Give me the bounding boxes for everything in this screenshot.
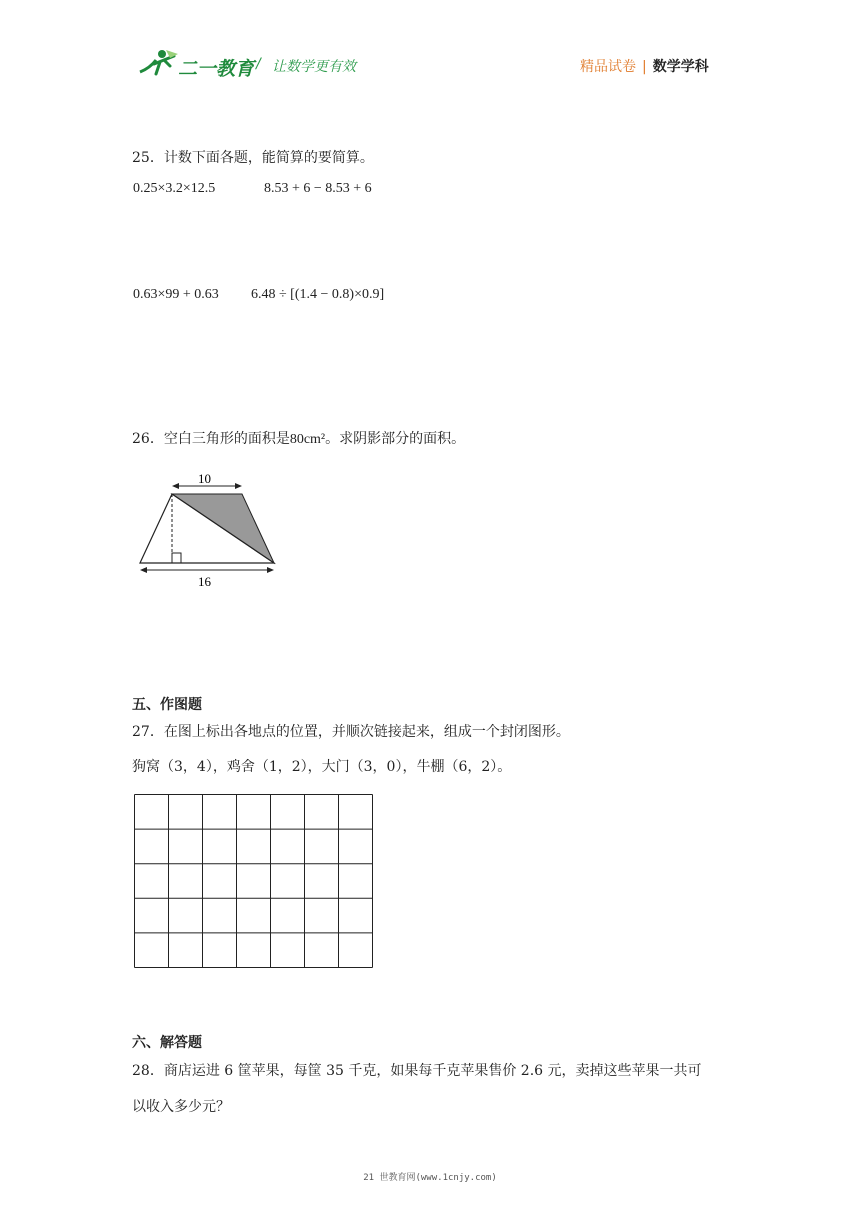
- q26-title: [132, 428, 465, 448]
- coordinate-grid[interactable]: [134, 794, 375, 970]
- premium-label: 精品试卷: [580, 59, 636, 75]
- q28-line-1: 28．商店运进 6 筐苹果，每筐 35 千克，如果每千克苹果售价 2.6 元，卖掉这些苹果一共可: [132, 1063, 702, 1079]
- bottom-arrow-right-icon: [267, 567, 274, 573]
- top-arrow-left-icon: [172, 483, 179, 489]
- q25-title: 25．计数下面各题，能简算的要简算。: [132, 150, 374, 166]
- header-right: [580, 56, 709, 76]
- bottom-arrow-left-icon: [140, 567, 147, 573]
- section-6-title: 六、解答题: [132, 1035, 202, 1051]
- section-5-title: 五、作图题: [132, 697, 202, 713]
- runner-logo-icon: [136, 48, 182, 78]
- bottom-length-label: 16: [198, 574, 211, 589]
- q27-title: 27．在图上标出各地点的位置，并顺次链接起来，组成一个封闭图形。: [132, 724, 570, 740]
- q28-line-2: 以收入多少元？: [132, 1099, 230, 1115]
- slogan: 让数学更有效: [272, 59, 356, 75]
- q25-expr-3: 0.63×99 + 0.63: [133, 287, 219, 302]
- trapezoid-figure: [132, 466, 282, 592]
- top-length-label: 10: [198, 471, 211, 486]
- q26-area-value: 80cm²: [289, 432, 326, 447]
- subject-label: 数学学科: [652, 59, 709, 75]
- q25-expr-2: 8.53 + 6 − 8.53 + 6: [264, 181, 372, 196]
- header-separator: |: [642, 59, 647, 75]
- grid-lines: [135, 795, 373, 968]
- slogan-slash: /: [256, 56, 261, 72]
- q25-expr-4: 6.48 ÷ [(1.4 − 0.8)×0.9]: [251, 287, 385, 302]
- q26-title-pre: 26．空白三角形的面积是: [132, 431, 290, 447]
- right-angle-mark: [172, 553, 181, 563]
- top-arrow-right-icon: [235, 483, 242, 489]
- q26-title-post: 。求阴影部分的面积。: [325, 431, 466, 447]
- footer: 21 世教育网(www.1cnjy.com): [363, 1173, 497, 1183]
- q25-expr-1: 0.25×3.2×12.5: [133, 181, 216, 196]
- logo-text: 二一教育: [178, 58, 255, 80]
- q27-points: 狗窝（3，4），鸡舍（1，2），大门（3，0），牛棚（6，2）。: [132, 759, 512, 775]
